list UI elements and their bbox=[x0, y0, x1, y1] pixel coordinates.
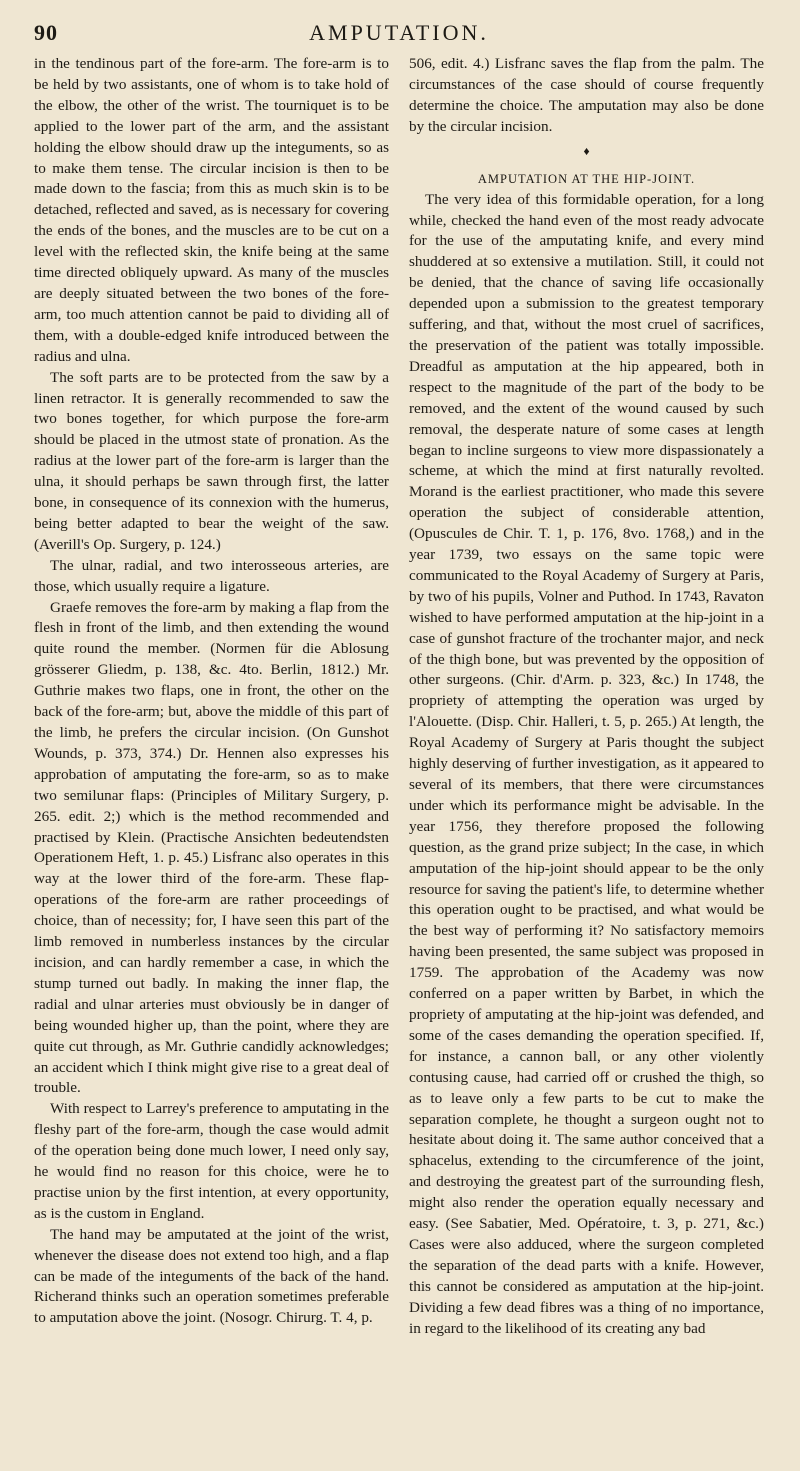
left-column bbox=[34, 54, 389, 1339]
paragraph: The soft parts are to be protected from the saw by a linen retractor. It is generally recommended to saw the two bones together, for which purpose the fore-arm should be placed in the utmost state of pronation. As the radius at the lower part of the fore-arm is larger than the ulna, it should perhaps be sawn through first, the latter bone, in consequence of its connexion with the humerus, being better adapted to bear the weight of the saw. (Averill's Op. Surgery, p. 124.) bbox=[34, 368, 389, 553]
right-column bbox=[409, 54, 764, 1339]
page-number: 90 bbox=[34, 20, 58, 45]
printer-mark: ♦ bbox=[583, 143, 590, 158]
running-title: AMPUTATION. bbox=[309, 20, 489, 45]
paragraph: 506, edit. 4.) Lisfranc saves the flap from the palm. The circumstances of the case should of course frequently determine the choice. The amputation may also be done by the circular incision. bbox=[409, 55, 764, 135]
page-header bbox=[34, 20, 764, 54]
paragraph: in the tendinous part of the fore-arm. The fore-arm is to be held by two assistants, one of whom is to take hold of the elbow, the other of the wrist. The tourniquet is to be applied to the lower part of the arm, and the assistant holding the elbow should draw up the integuments, so as to make them tense. The circular incision is then to be made down to the fascia; from this as much skin is to be detached, reflected and saved, as is necessary for covering the ends of the bones, and the muscles are to be cut on a level with the reflected skin, the knife being at the same time directed obliquely upward. As many of the muscles are deeply situated between the two bones of the fore-arm, too much attention cannot be paid to dividing all of them, with a double-edged knife introduced between the radius and ulna. bbox=[34, 55, 389, 365]
text-columns bbox=[34, 54, 764, 1339]
paragraph: Graefe removes the fore-arm by making a flap from the flesh in front of the limb, and then extending the wound quite round the member. (Normen für die Ablosung grösserer Gliedm, p. 138, &c. 4to. Berlin, 1812.) Mr. Guthrie makes two flaps, one in front, the other on the back of the fore-arm; but, above the middle of this part of the limb, he prefers the circular incision. (On Gunshot Wounds, p. 373, 374.) Dr. Hennen also expresses his approbation of amputating the fore-arm, so as to make two semilunar flaps: (Principles of Military Surgery, p. 265. edit. 2;) which is the method recommended and practised by Klein. (Practische Ansichten bedeutendsten Operationem Heft, 1. p. 45.) Lisfranc also operates in this way at the lower third of the fore-arm. These flap-operations of the fore-arm are rather proceedings of choice, than of necessity; for, I have seen this part of the limb removed in numberless instances by the circular incision, and can hardly remember a case, in which the stump turned out badly. In making the inner flap, the radial and ulnar arteries must obviously be in danger of being wounded higher up, than the point, where they are quite cut through, as Mr. Guthrie candidly acknowledges; an accident which I think might give rise to a great deal of trouble. bbox=[34, 598, 389, 1097]
paragraph: The ulnar, radial, and two interosseous arteries, are those, which usually require a ligature. bbox=[34, 556, 389, 595]
paragraph: The hand may be amputated at the joint of the wrist, whenever the disease does not extend too high, and a flap can be made of the integuments of the back of the hand. Richerand thinks such an operation sometimes preferable to amputation above the joint. (Nosogr. Chirurg. T. 4, p. bbox=[34, 1225, 389, 1327]
section-heading: AMPUTATION AT THE HIP-JOINT. bbox=[477, 171, 696, 186]
paragraph: The very idea of this formidable operation, for a long while, checked the hand even of the most ready advocate for the use of the amputating knife, and every mind shuddered at so extensive a mutilation. Still, it could not be denied, that the chance of saving life occasionally depended upon a submission to the greatest temporary suffering, and that, without the most cruel of sacrifices, the preservation of the patient was totally impossible. Dreadful as amputation at the hip appeared, both in respect to the magnitude of the part of the body to be removed, and the extent of the wound caused by such removal, the desperate nature of some cases at length began to incline surgeons to view more dispassionately a scheme, at which the mind at first naturally revolted. Morand is the earliest practitioner, who made this severe operation the subject of considerable attention, (Opuscules de Chir. T. 1, p. 176, 8vo. 1768,) and in the year 1739, two essays on the same topic were communicated to the Royal Academy of Surgery at Paris, by two of his pupils, Volner and Puthod. In 1743, Ravaton wished to have performed amputation at the hip-joint in a case of gunshot fracture of the trochanter major, and neck of the thigh bone, but was prevented by the opposition of other surgeons. (Chir. d'Arm. p. 323, &c.) In 1748, the propriety of attempting the operation was urged by l'Alouette. (Disp. Chir. Halleri, t. 5, p. 265.) At length, the Royal Academy of Surgery at Paris thought the subject highly deserving of further investigation, as it appeared to several of its members, that there were circumstances under which its performance might be advisable. In the year 1756, they therefore proposed the following question, as the grand prize subject; In the case, in which amputation of the hip-joint should appear to be the only resource for saving the patient's life, to determine whether this operation ought to be practised, and what would be the best way of performing it? No satisfactory memoirs having been presented, the same subject was proposed in 1759. The approbation of the Academy was now conferred on a paper written by Barbet, in which the propriety of amputating at the hip-joint was defended, and some of the cases demanding the operation specified. If, for instance, a cannon ball, or any other violently contusing cause, had carried off or crushed the thigh, so as to leave only a few parts to be cut to make the separation complete, he thought a surgeon ought not to hesitate about doing it. The same author conceived that a sphacelus, extending to the circumference of the joint, and destroying the greatest part of the surrounding flesh, might also render the operation equally necessary and easy. (See Sabatier, Med. Opératoire, t. 3, p. 271, &c.) Cases were also adduced, where the surgeon completed the separation of the dead parts with a knife. However, this cannot be considered as amputation at the hip-joint. Dividing a few dead fibres was a thing of no importance, in regard to the likelihood of its creating any bad bbox=[409, 190, 764, 1337]
paragraph: With respect to Larrey's preference to amputating in the fleshy part of the fore-arm, though the case would admit of the operation being done much lower, I need only say, he would find no reason for this choice, were he to practise union by the first intention, at every opportunity, as is the custom in England. bbox=[34, 1100, 389, 1222]
